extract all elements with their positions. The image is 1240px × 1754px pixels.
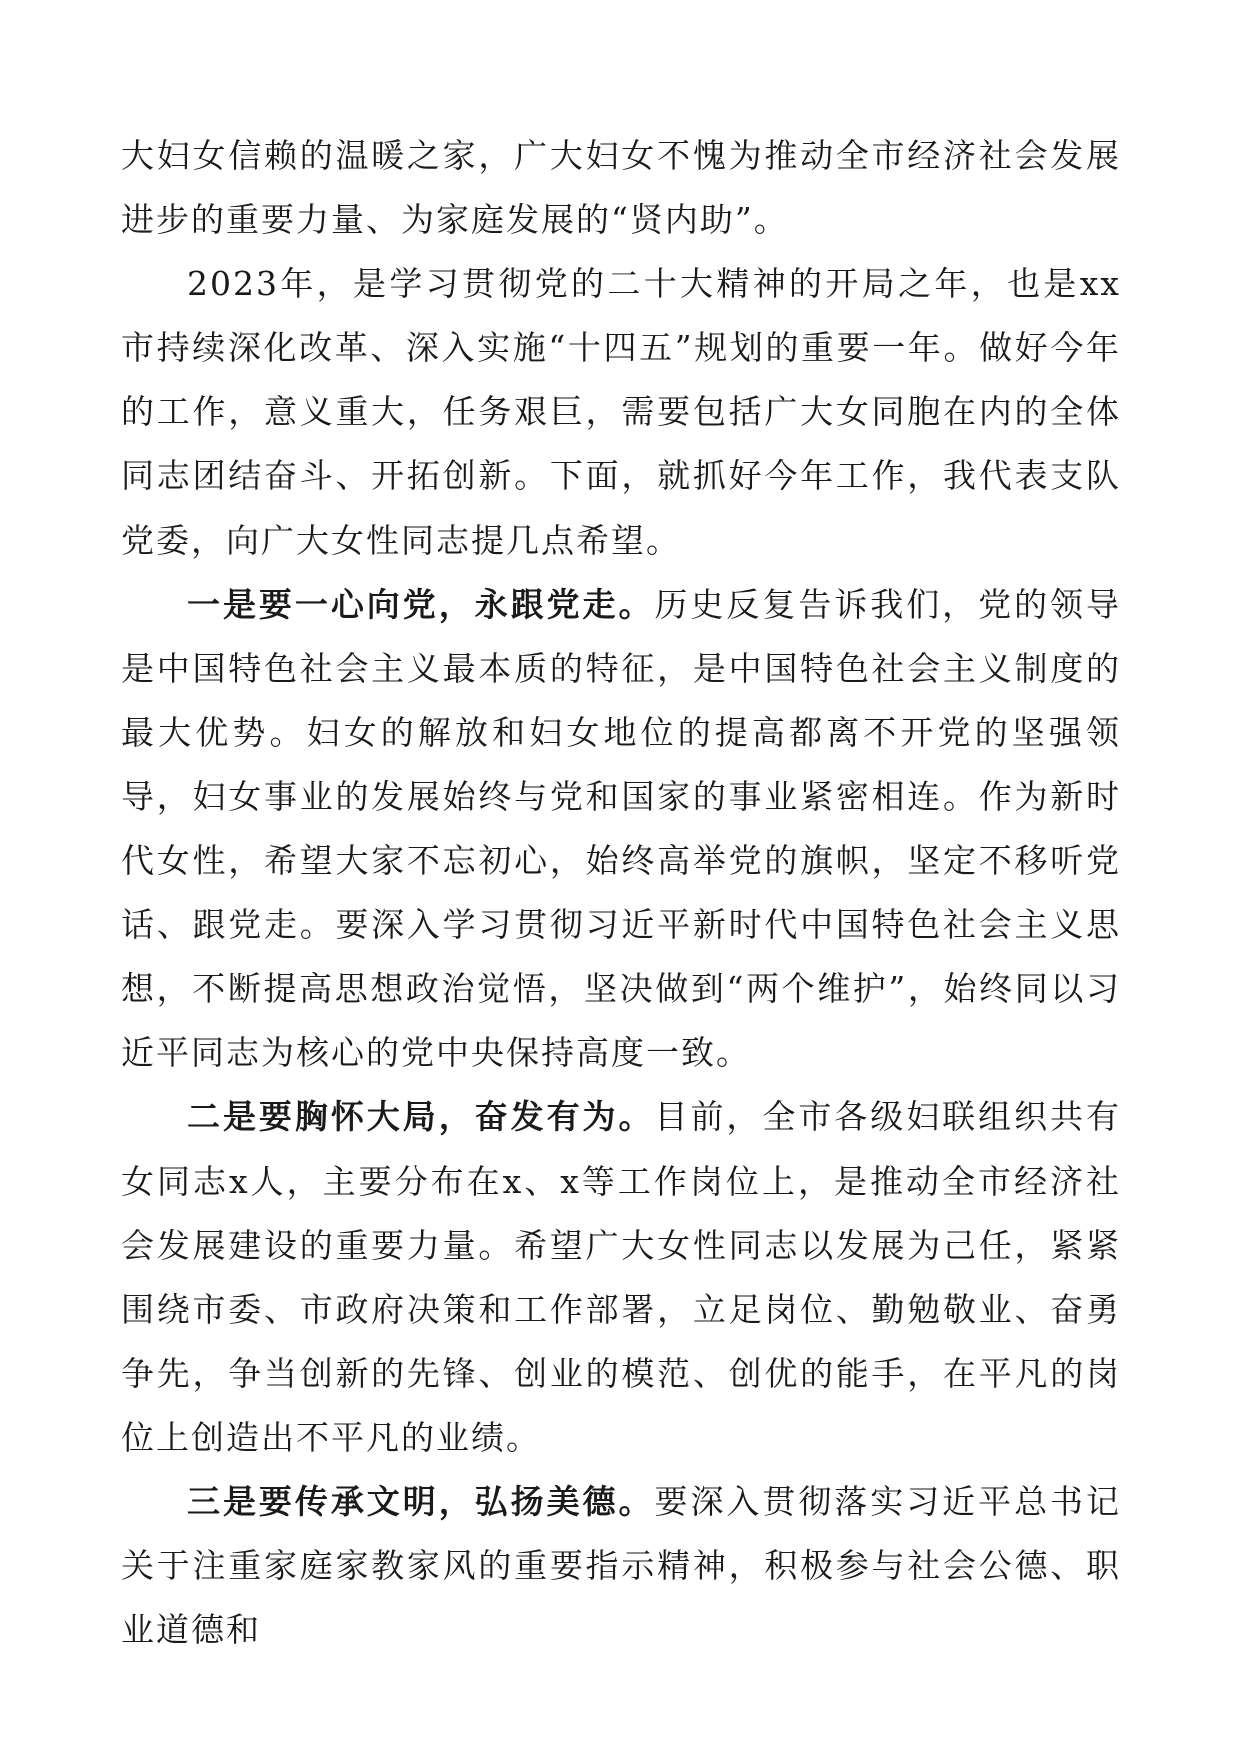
paragraph-text: 历史反复告诉我们，党的领导是中国特色社会主义最本质的特征，是中国特色社会主义制度的最大优势。妇女的解放和妇女地位的提高都离不开党的坚强领导，妇女事业的发展始终与党和国家的事业紧密相连。作为新时代女性，希望大家不忘初心，始终高举党的旗帜，坚定不移听党话、跟党走。要深入学习贯彻习近平新时代中国特色社会主义思想，不断提高思想政治觉悟，坚决做到“两个维护”，始终同以习近平同志为核心的党中央保持高度一致。 (121, 584, 1122, 1073)
paragraph-lead: 二是要胸怀大局，奋发有为。 (187, 1097, 655, 1137)
paragraph-lead: 一是要一心向党，永跟党走。 (187, 584, 655, 624)
paragraph-3 (121, 573, 1121, 1086)
paragraph-text: 2023年，是学习贯彻党的二十大精神的开局之年，也是xx市持续深化改革、深入实施“十四五”规划的重要一年。做好今年的工作，意义重大，任务艰巨，需要包括广大女同胞在内的全体同志团结奋斗、开拓创新。下面，就抓好今年工作，我代表支队党委，向广大女性同志提几点希望。 (121, 264, 1121, 560)
paragraph-lead: 三是要传承文明，弘扬美德。 (187, 1481, 655, 1521)
paragraph-1 (121, 124, 1121, 252)
paragraph-5 (121, 1470, 1121, 1662)
paragraph-text: 要深入贯彻落实习近平总书记关于注重家庭家教家风的重要指示精神，积极参与社会公德、职业道德和 (121, 1481, 1122, 1650)
paragraph-text: 目前，全市各级妇联组织共有女同志x人，主要分布在x、x等工作岗位上，是推动全市经济社会发展建设的重要力量。希望广大女性同志以发展为己任，紧紧围绕市委、市政府决策和工作部署，立足岗位、勤勉敬业、奋勇争先，争当创新的先锋、创业的模范、创优的能手，在平凡的岗位上创造出不平凡的业绩。 (121, 1097, 1122, 1457)
paragraph-4 (121, 1085, 1121, 1470)
document-body (121, 124, 1121, 1662)
paragraph-2 (121, 252, 1121, 572)
paragraph-text: 大妇女信赖的温暖之家，广大妇女不愧为推动全市经济社会发展进步的重要力量、为家庭发展的“贤内助”。 (121, 136, 1121, 240)
